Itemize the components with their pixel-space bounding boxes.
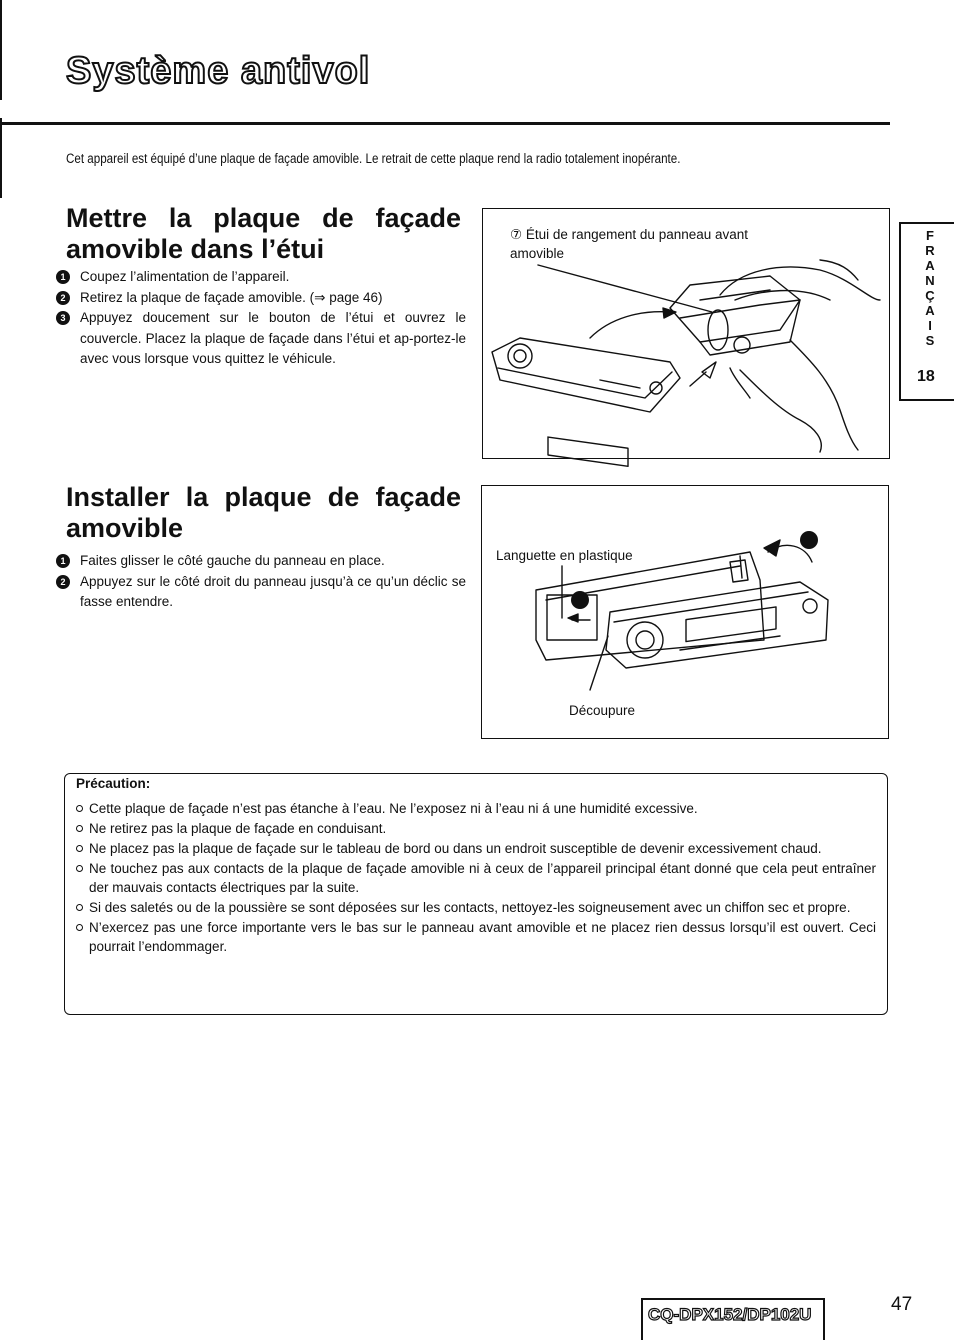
step-text: Coupez l’alimentation de l’appareil. [80, 269, 290, 284]
tab-letter: A [925, 258, 935, 273]
page-title: Système antivol [66, 50, 371, 92]
caution-item: Si des saletés ou de la poussière se sont déposées sur les contacts, nettoyez-les soigneusement avec un chiffon sec et propre. [76, 898, 876, 917]
step-text: Appuyez sur le côté droit du panneau jusqu’à ce qu’un déclic se fasse entendre. [80, 573, 466, 609]
tab-letter: I [928, 318, 932, 333]
caution-item: Ne touchez pas aux contacts de la plaque de façade amovible ni à ceux de l’appareil principal étant donné que cela peut entraîner der mauvais contacts électriques par la suite. [76, 859, 876, 897]
page-number: 47 [891, 1294, 913, 1315]
figure-label-etui: ⑦ Étui de rangement du panneau avant amovible [510, 227, 749, 261]
caution-title: Précaution: [76, 776, 151, 791]
tab-letter: A [925, 303, 935, 318]
case-drawing [670, 276, 800, 355]
caution-list [76, 799, 876, 957]
section-heading-mettre: Mettre la plaque de façade amovible dans l’étui [66, 203, 461, 264]
step-number: 3 [56, 311, 70, 325]
hand-drawing [720, 260, 880, 452]
caution-item: Ne placez pas la plaque de façade sur le tableau de bord ou dans un endroit susceptible de devenir excessivement chaud. [76, 839, 876, 858]
step-text: Retirez la plaque de façade amovible. (⇒ page 46) [80, 289, 383, 305]
tab-letter: F [926, 228, 934, 243]
faceplate-drawing [492, 338, 680, 466]
caution-item: Cette plaque de façade n’est pas étanche à l’eau. Ne l’exposez ni à l’eau ni á une humidité excessive. [76, 799, 876, 818]
tab-letter: Ç [925, 288, 935, 303]
model-number: CQ-DPX152/DP102U [648, 1305, 812, 1324]
intro-text: Cet appareil est équipé d’une plaque de façade amovible. Le retrait de cette plaque rend la radio totalement inopérante. [66, 151, 681, 166]
section-heading-installer: Installer la plaque de façade amovible [66, 482, 461, 543]
faceplate-install-drawing [606, 582, 828, 668]
step-text: Appuyez doucement sur le bouton de l’étui et ouvrez le couvercle. Placez la plaque de façade dans l’étui et ap-portez-le avec vous lorsque vous quittez le véhicule. [80, 310, 466, 366]
callout-icons [571, 531, 818, 609]
step-number: 2 [56, 291, 70, 305]
section-page-number: 18 [917, 368, 935, 385]
step-number: 1 [56, 554, 70, 568]
tab-letter: S [925, 333, 935, 348]
tab-letter: N [925, 273, 935, 288]
step-text: Faites glisser le côté gauche du panneau en place. [80, 553, 385, 568]
caution-item: Ne retirez pas la plaque de façade en conduisant. [76, 819, 876, 838]
step-number: 2 [56, 575, 70, 589]
caution-item: N’exercez pas une force importante vers le bas sur le panneau avant amovible et ne placez rien dessus lorsqu’il est ouvert. Ceci pourrait l’endommager. [76, 918, 876, 956]
step-number: 1 [56, 270, 70, 284]
figure-label-languette: Languette en plastique [496, 548, 633, 563]
tab-letter: R [925, 243, 935, 258]
figure-label-decoupure: Découpure [569, 703, 636, 718]
language-tab-letters [920, 228, 940, 348]
